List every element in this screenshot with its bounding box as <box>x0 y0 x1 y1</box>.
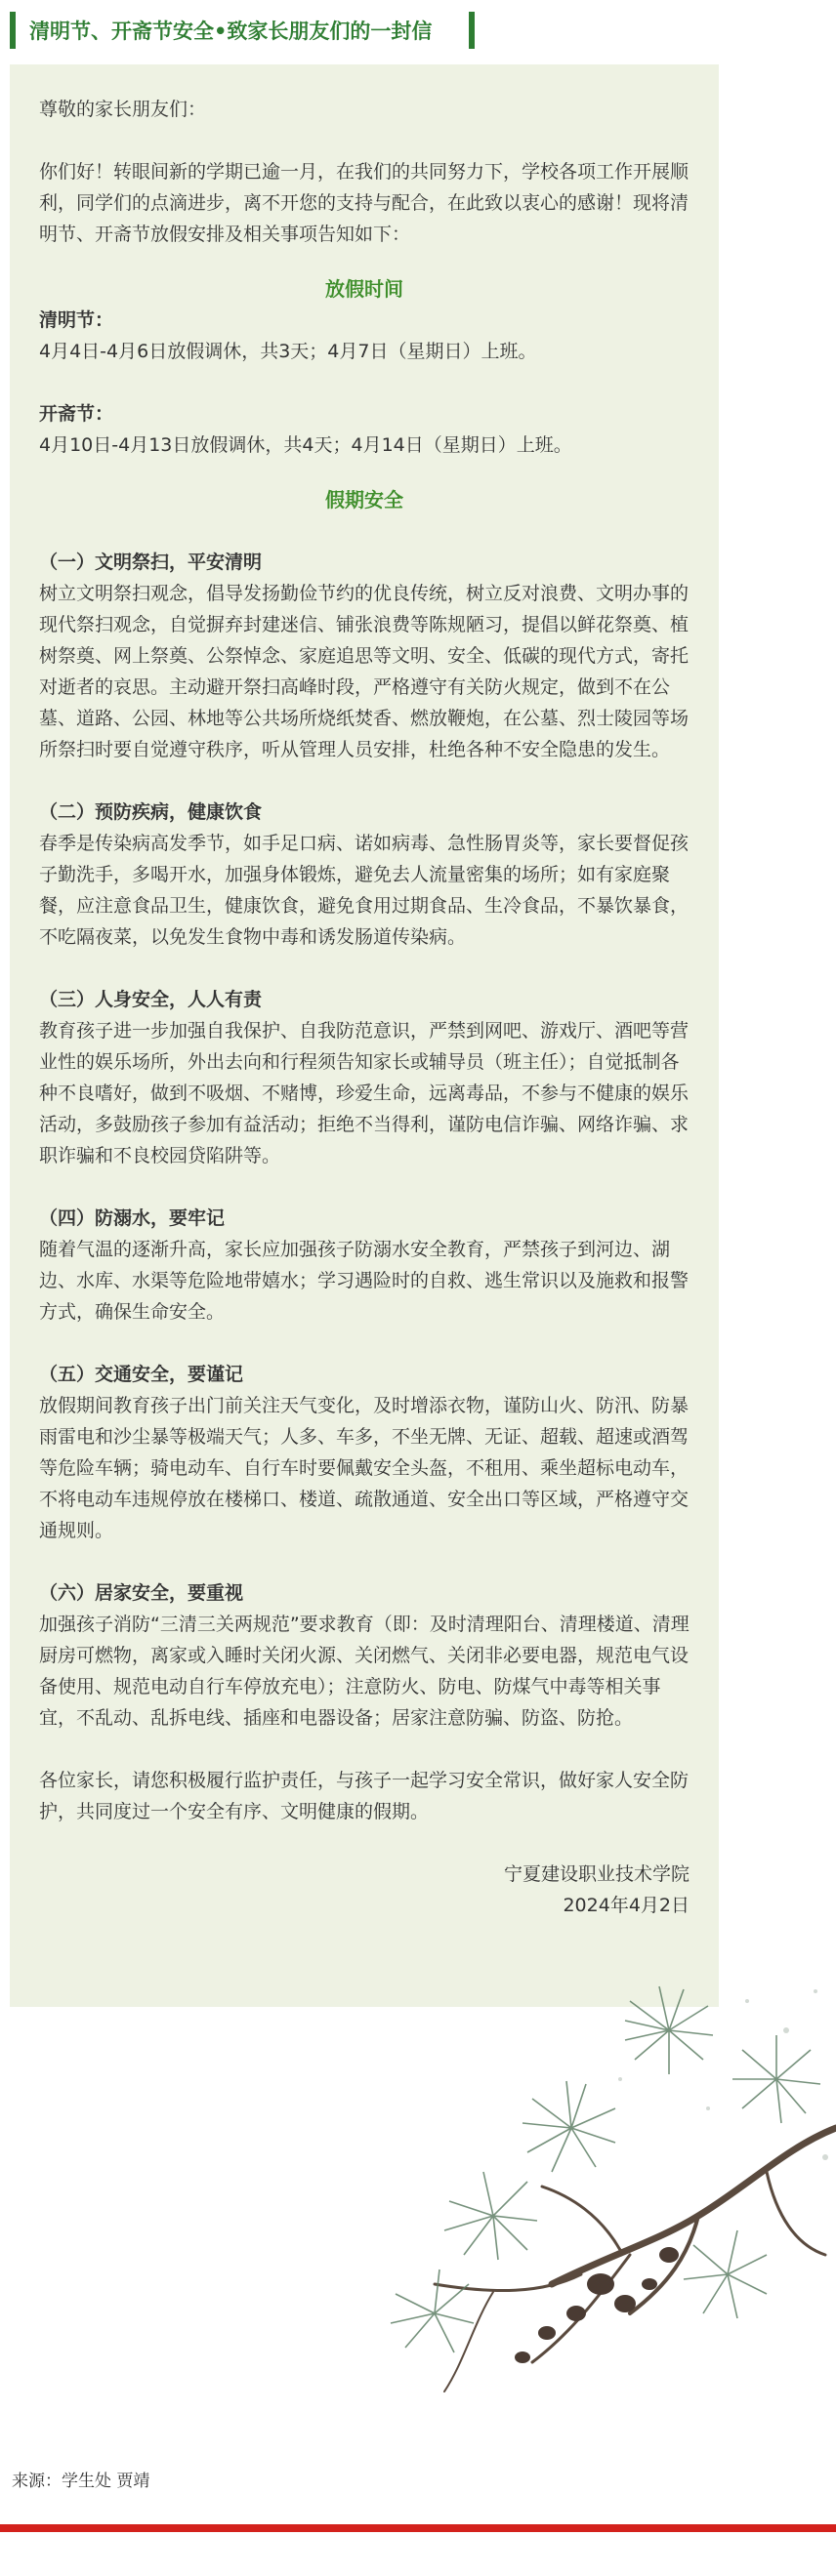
safety-section-text: 加强孩子消防“三清三关两规范”要求教育（即：及时清理阳台、清理楼道、清理厨房可燃物，离家或入睡时关闭火源、关闭燃气、关闭非必要电器，规范电气设备使用、规范电动自行车停放充电）；注意防火、防电、防煤气中毒等相关事宜，不乱动、乱拆电线、插座和电器设备；居家注意防骗、防盗、防抢。 <box>39 1614 690 1729</box>
safety-heading: 假期安全 <box>325 488 403 511</box>
letter-panel <box>10 64 719 2007</box>
holiday-heading: 放假时间 <box>325 277 403 301</box>
safety-section-title: （二）预防疾病，健康饮食 <box>39 801 263 823</box>
safety-section-title: （三）人身安全，人人有责 <box>39 989 263 1010</box>
safety-section <box>39 1577 690 1734</box>
kaizhai-text: 4月10日-4月13日放假调休，共4天；4月14日（星期日）上班。 <box>39 434 572 456</box>
safety-section <box>39 797 690 953</box>
article-title <box>10 12 475 49</box>
safety-section <box>39 547 690 765</box>
safety-section-title: （五）交通安全，要谨记 <box>39 1364 244 1385</box>
source-line <box>12 2467 149 2491</box>
safety-section-text: 随着气温的逐渐升高，家长应加强孩子防溺水安全教育，严禁孩子到河边、湖边、水库、水渠等危险地带嬉水；学习遇险时的自救、逃生常识以及施救和报警方式，确保生命安全。 <box>39 1239 690 1323</box>
safety-section <box>39 984 690 1171</box>
intro-paragraph: 你们好！转眼间新的学期已逾一月，在我们的共同努力下，学校各项工作开展顺利，同学们的点滴进步，离不开您的支持与配合，在此致以衷心的感谢！现将清明节、开斋节放假安排及相关事项告知如下： <box>39 161 690 245</box>
kaizhai-label: 开斋节： <box>39 403 114 425</box>
greeting: 尊敬的家长朋友们： <box>39 99 207 120</box>
safety-section-text: 教育孩子进一步加强自我保护、自我防范意识，严禁到网吧、游戏厅、酒吧等营业性的娱乐场所，外出去向和行程须告知家长或辅导员（班主任）；自觉抵制各种不良嗜好，做到不吸烟、不赌博，珍爱生命，远离毒品，不参与不健康的娱乐活动，多鼓励孩子参加有益活动；拒绝不当得利，谨防电信诈骗、网络诈骗、求职诈骗和不良校园贷陷阱等。 <box>39 1020 690 1166</box>
pine-branch-icon <box>376 1962 836 2421</box>
footer-divider <box>0 2524 836 2532</box>
safety-section-text: 放假期间教育孩子出门前关注天气变化，及时增添衣物，谨防山火、防汛、防暴雨雷电和沙尘暴等极端天气；人多、车多，不坐无牌、无证、超载、超速或酒驾等危险车辆；骑电动车、自行车时要佩戴安全头盔，不租用、乘坐超标电动车，不将电动车违规停放在楼梯口、楼道、疏散通道、安全出口等区域，严格遵守交通规则。 <box>39 1395 690 1541</box>
qingming-label: 清明节： <box>39 309 114 331</box>
article-title-text: 清明节、开斋节安全•致家长朋友们的一封信 <box>29 20 433 43</box>
qingming-text: 4月4日-4月6日放假调休，共3天；4月7日（星期日）上班。 <box>39 341 537 362</box>
safety-section-title: （四）防溺水，要牢记 <box>39 1207 226 1229</box>
footer-bottom <box>0 2532 836 2576</box>
safety-section-text: 春季是传染病高发季节，如手足口病、诺如病毒、急性肠胃炎等，家长要督促孩子勤洗手，多喝开水，加强身体锻炼，避免去人流量密集的场所；如有家庭聚餐，应注意食品卫生，健康饮食，避免食用过期食品、生冷食品，不暴饮暴食，不吃隔夜菜，以免发生食物中毒和诱发肠道传染病。 <box>39 833 690 948</box>
signature-date: 2024年4月2日 <box>563 1895 690 1916</box>
safety-section <box>39 1359 690 1546</box>
source-text: 来源：学生处 贾靖 <box>12 2472 150 2491</box>
safety-section-text: 树立文明祭扫观念，倡导发扬勤俭节约的优良传统，树立反对浪费、文明办事的现代祭扫观念，自觉摒弃封建迷信、铺张浪费等陈规陋习，提倡以鲜花祭奠、植树祭奠、网上祭奠、公祭悼念、家庭追思等文明、安全、低碳的现代方式，寄托对逝者的哀思。主动避开祭扫高峰时段，严格遵守有关防火规定，做到不在公墓、道路、公园、林地等公共场所烧纸焚香、燃放鞭炮，在公墓、烈士陵园等场所祭扫时要自觉遵守秩序，听从管理人员安排，杜绝各种不安全隐患的发生。 <box>39 583 690 760</box>
safety-section <box>39 1203 690 1328</box>
signature-organization: 宁夏建设职业技术学院 <box>503 1863 690 1885</box>
safety-section-title: （一）文明祭扫，平安清明 <box>39 552 263 573</box>
closing-paragraph: 各位家长，请您积极履行监护责任，与孩子一起学习安全常识，做好家人安全防护，共同度过一个安全有序、文明健康的假期。 <box>39 1770 690 1822</box>
safety-section-title: （六）居家安全，要重视 <box>39 1582 244 1604</box>
